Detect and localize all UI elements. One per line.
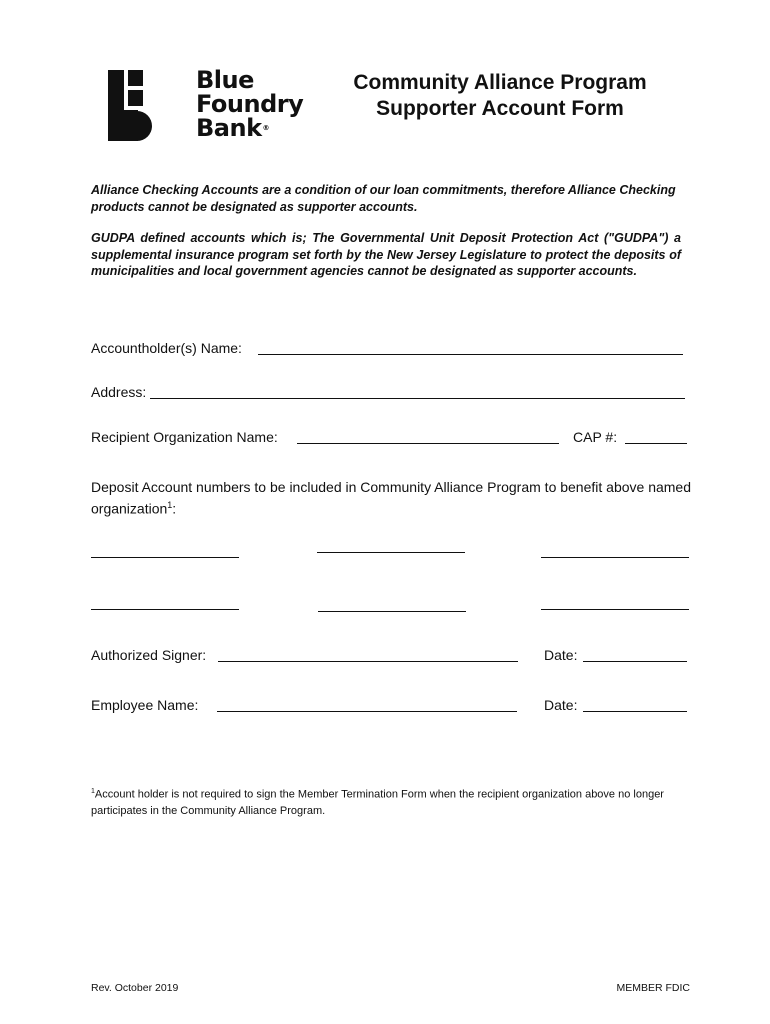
cap-number-field[interactable] [625,443,687,444]
authorized-signer-field[interactable] [218,661,518,662]
recipient-organization-field[interactable] [297,443,559,444]
member-fdic: MEMBER FDIC [616,982,690,994]
logo-line-bank-text: Bank [196,114,262,142]
deposit-account-field-3[interactable] [541,557,689,558]
footnote-marker: 1 [91,788,95,795]
footnote [91,784,691,820]
employee-name-field[interactable] [217,711,517,712]
title-line-2: Supporter Account Form [376,97,624,120]
logo-line-bank [196,116,303,140]
accountholder-name-field[interactable] [258,354,683,355]
signer-date-label: Date: [544,647,578,663]
revision-date: Rev. October 2019 [91,982,179,994]
registered-mark: ® [262,124,270,132]
address-field[interactable] [150,398,685,399]
logo-line-blue: Blue [196,66,254,94]
page-title [330,70,670,122]
logo-line-foundry: Foundry [196,90,304,118]
gudpa-notice: GUDPA defined accounts which is; The Governmental Unit Deposit Protection Act ("GUDPA") a supplemental insurance program set forth by the New Jersey Legislature to protect the deposits of municipalities and local government agencies cannot be designated as supporter accounts. [91,231,681,278]
footnote-ref: 1 [167,500,173,510]
deposit-account-field-6[interactable] [541,609,689,610]
deposit-account-field-2[interactable] [317,552,465,553]
deposit-account-field-1[interactable] [91,557,239,558]
footnote-text: Account holder is not required to sign the Member Termination Form when the recipient organization above no longer participates in the Community Alliance Program. [91,788,664,818]
deposit-account-field-4[interactable] [91,609,239,610]
alliance-checking-notice: Alliance Checking Accounts are a condition of our loan commitments, therefore Alliance Checking products cannot be designated as supporter accounts. [91,183,676,214]
authorized-signer-label: Authorized Signer: [91,647,207,663]
accountholder-name-label: Accountholder(s) Name: [91,340,242,356]
title-line-1: Community Alliance Program [353,71,647,94]
employee-name-label: Employee Name: [91,697,199,713]
recipient-organization-label: Recipient Organization Name: [91,429,278,445]
deposit-text: Deposit Account numbers to be included in Community Alliance Program to benefit above named organization [91,479,692,517]
cap-number-label: CAP #: [573,429,618,445]
employee-date-field[interactable] [583,711,687,712]
deposit-accounts-instruction [91,478,691,518]
logo-wordmark [196,68,303,140]
signer-date-field[interactable] [583,661,687,662]
employee-date-label: Date: [544,697,578,713]
deposit-account-field-5[interactable] [318,611,466,612]
address-label: Address: [91,384,147,400]
deposit-suffix: : [172,500,177,517]
